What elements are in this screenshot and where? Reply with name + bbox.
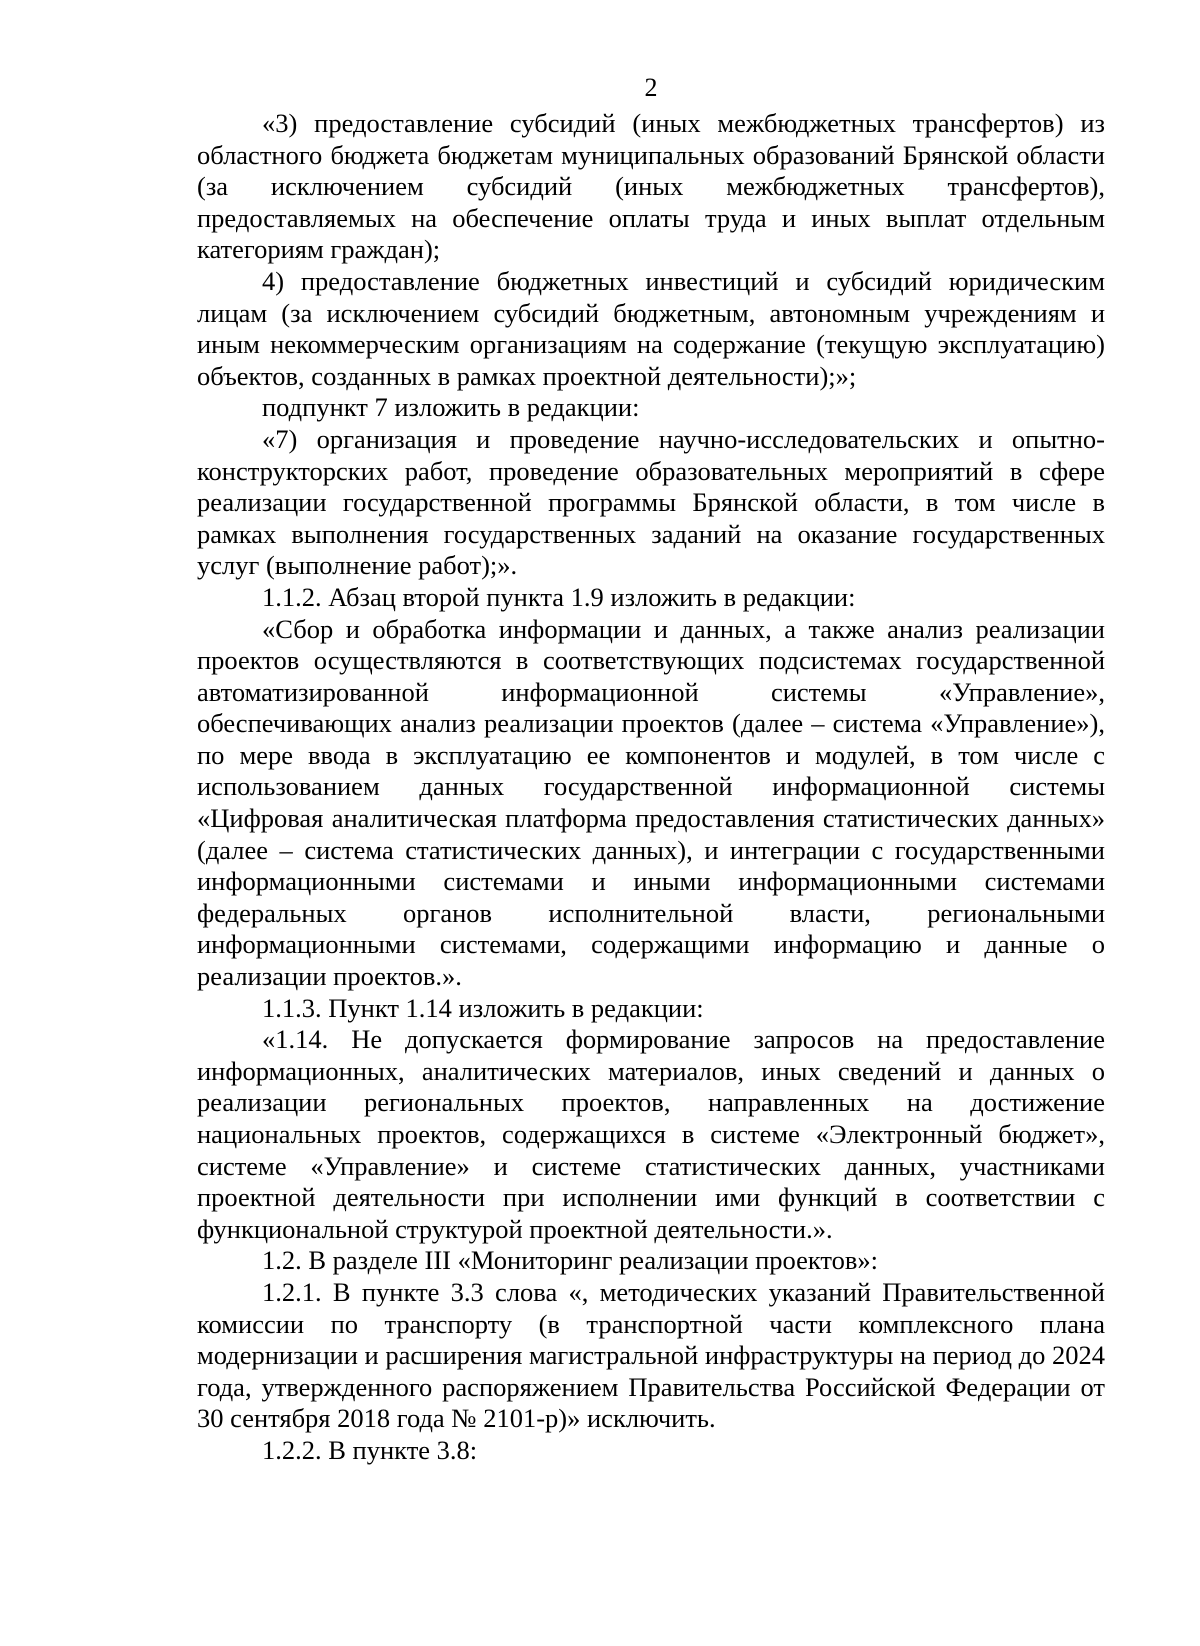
- paragraph-investments: 4) предоставление бюджетных инвестиций и субсидий юридическим лицам (за исключением субсидий бюджетным, автономным учреждениям и иным некоммерческим организациям на содержание (текущую эксплуатацию) объектов, созданных в рамках проектной деятельности);»;: [197, 265, 1105, 391]
- paragraph-1-2-2: 1.2.2. В пункте 3.8:: [262, 1434, 478, 1465]
- paragraph-1-2: 1.2. В разделе III «Мониторинг реализации проектов»:: [262, 1245, 879, 1276]
- paragraph-data-collection: «Сбор и обработка информации и данных, а также анализ реализации проектов осуществляются в соответствующих подсистемах государственной автоматизированной информационной системы «Управление», обеспечивающих анализ реализации проектов (далее – система «Управление»), по мере ввода в эксплуатацию ее компонентов и модулей, в том числе с использованием данных государственной информационной системы «Цифровая аналитическая платформа предоставления статистических данных» (далее – система статистических данных), и интеграции с государственными информационными системами и иными информационными системами федеральных органов исполнительной власти, региональными информационными системами, содержащими информацию и данные о реализации проектов.».: [197, 613, 1105, 992]
- paragraph-1-1-2: 1.1.2. Абзац второй пункта 1.9 изложить в редакции:: [262, 581, 856, 612]
- page-number: 2: [644, 73, 658, 102]
- paragraph-1-14: «1.14. Не допускается формирование запросов на предоставление информационных, аналитических материалов, иных сведений и данных о реализации региональных проектов, направленных на достижение национальных проектов, содержащихся в системе «Электронный бюджет», системе «Управление» и системе статистических данных, участниками проектной деятельности при исполнении ими функций в соответствии с функциональной структурой проектной деятельности.».: [197, 1024, 1105, 1244]
- paragraph-1-2-1: 1.2.1. В пункте 3.3 слова «, методических указаний Правительственной комиссии по транспорту (в транспортной части комплексного плана модернизации и расширения магистральной инфраструктуры на период до 2024 года, утвержденного распоряжением Правительства Российской Федерации от 30 сентября 2018 года № 2101-р)» исключить.: [197, 1276, 1105, 1434]
- paragraph-subsidies: «3) предоставление субсидий (иных межбюджетных трансфертов) из областного бюджета бюджетам муниципальных образований Брянской области (за исключением субсидий (иных межбюджетных трансфертов), предоставляемых на обеспечение оплаты труда и иных выплат отдельным категориям граждан);: [197, 108, 1105, 265]
- paragraph-1-1-3: 1.1.3. Пункт 1.14 изложить в редакции:: [262, 992, 704, 1023]
- paragraph-subpoint-7-intro: подпункт 7 изложить в редакции:: [262, 392, 640, 423]
- paragraph-subpoint-7: «7) организация и проведение научно-исследовательских и опытно-конструкторских работ, проведение образовательных мероприятий в сфере реализации государственной программы Брянской области, в том числе в рамках выполнения государственных заданий на оказание государственных услуг (выполнение работ);».: [197, 423, 1105, 581]
